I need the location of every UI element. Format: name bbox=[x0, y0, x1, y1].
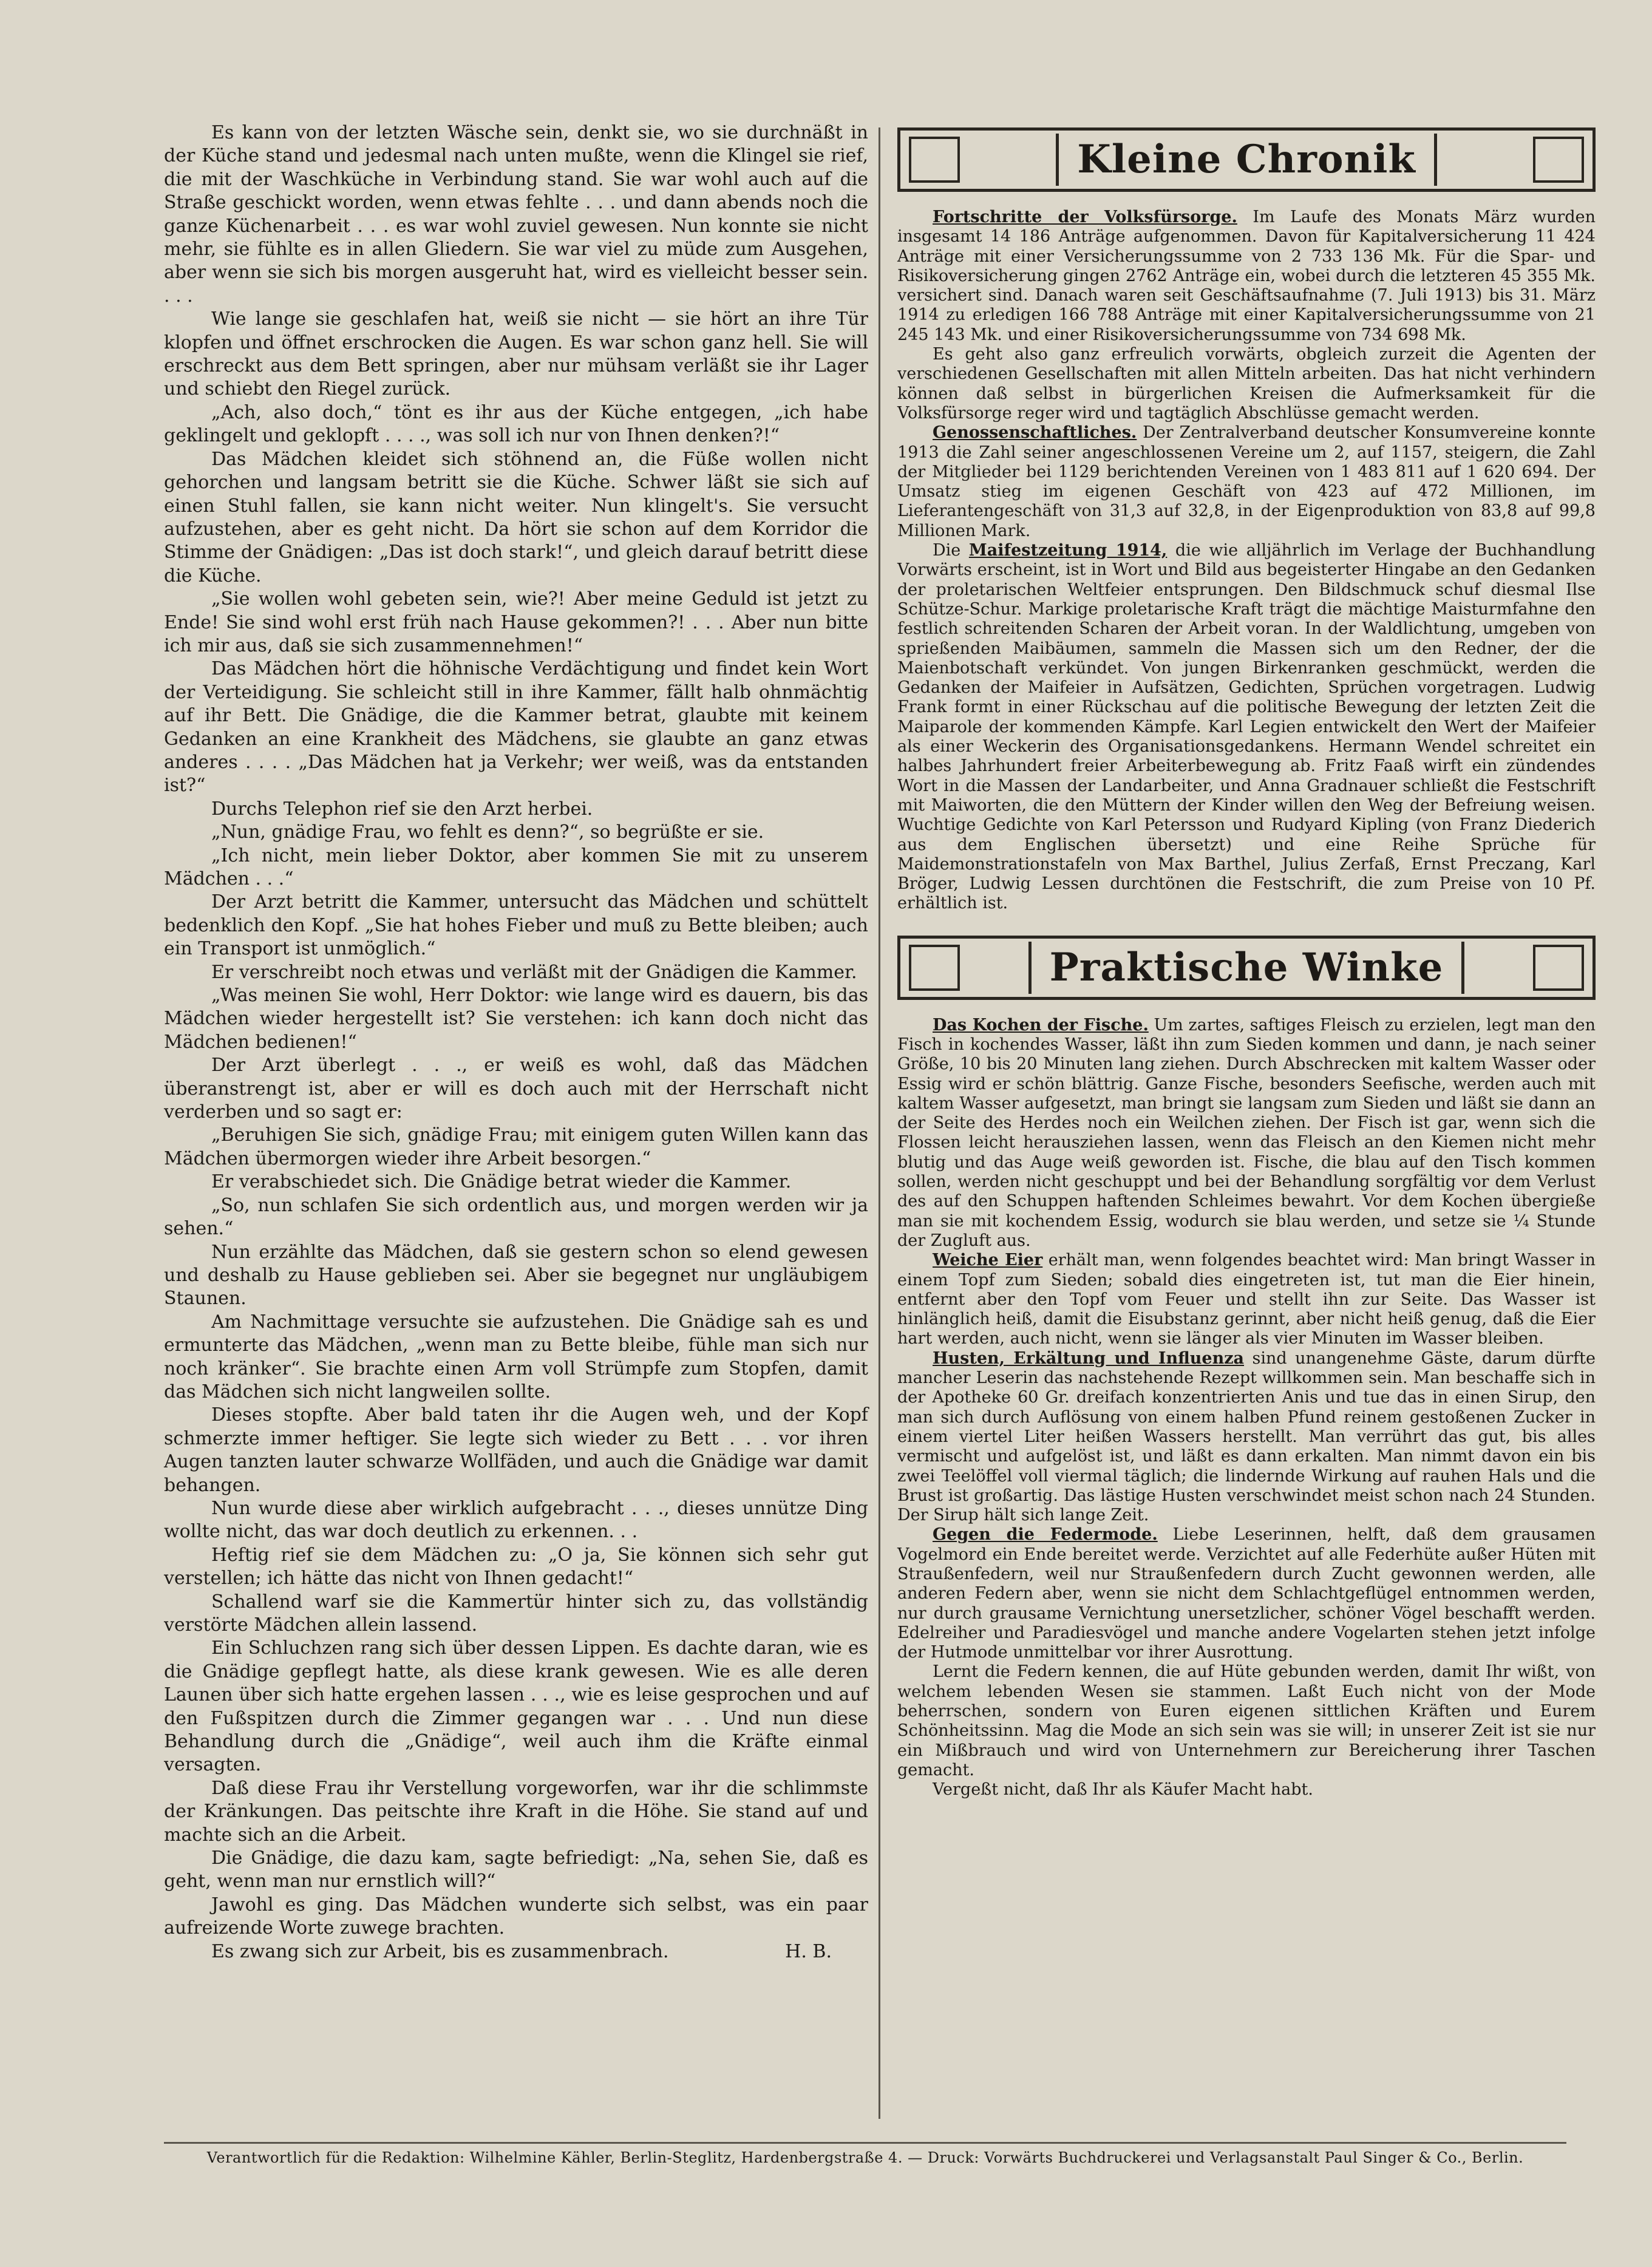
story-paragraph: „Nun, gnädige Frau, wo fehlt es denn?“, so begrüßte er sie. bbox=[211, 821, 764, 843]
news-item bbox=[897, 541, 1596, 914]
kleine-chronik-header bbox=[897, 127, 1596, 192]
story-paragraph: „Was meinen Sie wohl, Herr Doktor: wie lange wird es dauern, bis das Mädchen wieder hergestellt ist? Sie verstehen: ich kann doch nicht das Mädchen bedienen!“ bbox=[164, 985, 868, 1053]
story-paragraph: Das Mädchen kleidet sich stöhnend an, die Füße wollen nicht gehorchen und langsam betritt sie die Küche. Schwer läßt sie sich auf einen Stuhl fallen, sie kann nicht weiter. Nun klingelt's. Sie versucht aufzustehen, aber es geht nicht. Da hört sie schon auf dem Korridor die Stimme der Gnädigen: „Das ist doch stark!“, und gleich darauf betritt diese die Küche. bbox=[164, 448, 868, 586]
story-paragraph: Es zwang sich zur Arbeit, bis es zusammenbrach. H. B. bbox=[164, 1940, 868, 1963]
news-item bbox=[897, 1349, 1596, 1526]
news-item bbox=[897, 208, 1596, 345]
ornament-box-left bbox=[909, 945, 960, 991]
author-signature: H. B. bbox=[785, 1940, 832, 1962]
story-paragraph: Nun erzählte das Mädchen, daß sie gestern schon so elend gewesen und deshalb zu Hause geblieben sei. Aber sie begegnet nur ungläubigem Staunen. bbox=[164, 1241, 868, 1310]
story-text bbox=[164, 121, 868, 1963]
story-paragraph: „Beruhigen Sie sich, gnädige Frau; mit einigem guten Willen kann das Mädchen übermorgen wieder ihre Arbeit besorgen.“ bbox=[164, 1124, 868, 1169]
story-paragraph: Der Arzt überlegt . . ., er weiß es wohl, daß das Mädchen überanstrengt ist, aber er will es doch auch mit der Herrschaft nicht verderben und so sagt er: bbox=[164, 1055, 868, 1123]
story-paragraph: Heftig rief sie dem Mädchen zu: „O ja, Sie können sich sehr gut verstellen; ich hätte das nicht von Ihnen gedacht!“ bbox=[164, 1544, 868, 1589]
ornament-box-left bbox=[909, 137, 960, 183]
item-rubric: Weiche Eier bbox=[933, 1251, 1043, 1270]
news-item bbox=[897, 423, 1596, 541]
story-paragraph: Das Mädchen hört die höhnische Verdächtigung und findet kein Wort der Verteidigung. Sie schleicht still in ihre Kammer, fällt halb ohnmächtig auf ihr Bett. Die Gnädige, die die Kammer betrat, glaubte mit keinem Gedanken an eine Krankheit des Mädchens, sie glaubte an ganz etwas anderes . . . . „Das Mädchen hat ja Verkehr; wer weiß, was da entstanden ist?“ bbox=[164, 658, 868, 797]
story-paragraph: Am Nachmittage versuchte sie aufzustehen. Die Gnädige sah es und ermunterte das Mädchen, „wenn man zu Bette bleibe, fühle man sich nur noch kränker“. Sie brachte einen Arm voll Strümpfe zum Stopfen, damit das Mädchen sich nicht langweilen sollte. bbox=[164, 1311, 868, 1402]
story-paragraph: „Ich nicht, mein lieber Doktor, aber kommen Sie mit zu unserem Mädchen . . .“ bbox=[164, 845, 868, 889]
news-item bbox=[897, 1251, 1596, 1348]
praktische-winke-body bbox=[897, 1016, 1596, 1800]
story-paragraph: Nun wurde diese aber wirklich aufgebracht . . ., dieses unnütze Ding wollte nicht, das war doch deutlich zu erkennen. . . bbox=[164, 1497, 868, 1543]
item-text: Der Zentralverband deutscher Konsumvereine konnte 1913 die Zahl seiner angeschlossenen Vereine um 2, auf 1157, steigern, die Zahl der Mitglieder bei 1129 berichtenden Vereinen von 1 483 811 auf 1 620 694. Der Umsatz stieg im eigenen Geschäft von 423 auf 472 Millionen, im Lieferantengeschäft von 31,3 auf 32,8, in der Eigenproduktion von 83,8 auf 99,8 Millionen Mark. bbox=[897, 423, 1596, 540]
kleine-chronik-title: Kleine Chronik bbox=[1056, 134, 1437, 186]
story-paragraph: Jawohl es ging. Das Mädchen wunderte sich selbst, was ein paar aufreizende Worte zuwege brachten. bbox=[164, 1894, 868, 1939]
imprint-footer: Verantwortlich für die Redaktion: Wilhelmine Kähler, Berlin-Steglitz, Hardenbergstraße 4. — Druck: Vorwärts Buchdruckerei und Verlagsanstalt Paul Singer & Co., Berlin. bbox=[206, 2149, 1524, 2166]
kleine-chronik-body bbox=[897, 208, 1596, 914]
story-paragraph: Es kann von der letzten Wäsche sein, denkt sie, wo sie durchnäßt in der Küche stand und jedesmal nach unten mußte, wenn die Klingel sie rief, die mit der Waschküche in Verbindung stand. Sie war wohl auch auf die Straße geschickt worden, wenn etwas fehlte . . . und dann abends noch die ganze Küchenarbeit . . . es war wohl zuviel gewesen. Nun konnte sie nicht mehr, sie fühlte es in allen Gliedern. Sie war viel zu müde zum Ausgehen, aber wenn sie sich bis morgen ausgeruht hat, wird es vielleicht besser sein. . . . bbox=[164, 122, 868, 307]
story-paragraph: Er verschreibt noch etwas und verläßt mit der Gnädigen die Kammer. bbox=[211, 961, 857, 983]
story-paragraph: Wie lange sie geschlafen hat, weiß sie nicht — sie hört an ihre Tür klopfen und öffnet erschrocken die Augen. Es war schon ganz hell. Sie will erschreckt aus dem Bett springen, aber nur mühsam verläßt sie ihr Lager und schiebt den Riegel zurück. bbox=[164, 308, 868, 400]
item-rubric: Husten, Erkältung und Influenza bbox=[933, 1348, 1245, 1368]
item-text: Die bbox=[933, 541, 969, 560]
praktische-winke-header bbox=[897, 936, 1596, 1000]
item-text: Um zartes, saftiges Fleisch zu erzielen, legt man den Fisch in kochendes Wasser, läßt ihn zum Sieden kommen und dann, je nach seiner Größe, 10 bis 20 Minuten lang ziehen. Durch Abschrecken mit kaltem Wasser oder Essig wird er schön blättrig. Ganze Fische, besonders Seefische, werden auch mit kaltem Wasser aufgesetzt, man bringt sie langsam zum Sieden und läßt sie dann an der Seite des Herdes noch ein Weilchen ziehen. Der Fisch ist gar, wenn sich die Flossen leicht herausziehen lassen, wenn das Fleisch an den Kiemen nicht mehr blutig und das Auge weiß geworden ist. Fische, die blau auf den Tisch kommen sollen, werden nicht geschuppt und bei der Behandlung sorgfältig vor dem Verlust des auf den Schuppen haftenden Schleimes bewahrt. Vor dem Kochen übergieße man sie mit kochendem Essig, wodurch sie blau werden, und setze sie ¼ Stunde der Zugluft aus. bbox=[897, 1015, 1596, 1250]
news-item bbox=[897, 1780, 1596, 1800]
story-paragraph: „Ach, also doch,“ tönt es ihr aus der Küche entgegen, „ich habe geklingelt und geklopft . . . ., was soll ich nur von Ihnen denken?!“ bbox=[164, 401, 868, 447]
item-text: Vergeßt nicht, daß Ihr als Käufer Macht habt. bbox=[933, 1780, 1313, 1800]
item-text: sind unangenehme Gäste, darum dürfte mancher Leserin das nachstehende Rezept willkommen sein. Man beschaffe sich in der Apotheke 60 Gr. dreifach konzentrierten Anis und tue das in einen Sirup, den man sich durch Auflösung von einem halben Pfund reinem gestoßenen Zucker in einem viertel Liter heißen Wassers herstellt. Man verrührt das gut, bis alles vermischt und aufgelöst ist, und läßt es dann erkalten. Man nimmt davon ein bis zwei Teelöffel voll viermal täglich; die lindernde Wirkung auf rauhen Hals und die Brust ist großartig. Das lästige Husten verschwindet meist schon nach 24 Stunden. Der Sirup hält sich lange Zeit. bbox=[897, 1348, 1596, 1525]
story-paragraph: Dieses stopfte. Aber bald taten ihr die Augen weh, und der Kopf schmerzte immer heftiger. Sie legte sich wieder zu Bett . . . vor ihren Augen tanzten lauter schwarze Wollfäden, und auch die Gnädige war damit behangen. bbox=[164, 1404, 868, 1496]
news-item bbox=[897, 1525, 1596, 1662]
item-rubric: Fortschritte der Volksfürsorge. bbox=[933, 208, 1237, 226]
praktische-winke-title: Praktische Winke bbox=[1028, 942, 1465, 994]
story-paragraph: Die Gnädige, die dazu kam, sagte befriedigt: „Na, sehen Sie, daß es geht, wenn man nur ernstlich will?“ bbox=[164, 1847, 868, 1892]
news-item bbox=[897, 1016, 1596, 1251]
news-item bbox=[897, 345, 1596, 423]
ornament-box-right bbox=[1533, 137, 1584, 183]
story-paragraph: Ein Schluchzen rang sich über dessen Lippen. Es dachte daran, wie es die Gnädige gepflegt hatte, als diese krank gewesen. Wie es alle deren Launen über sich hatte ergehen lassen . . ., wie es leise gesprochen und auf den Fußspitzen durch die Zimmer gegangen war . . . Und nun diese Behandlung durch die „Gnädige“, weil auch ihm die Kräfte einmal versagten. bbox=[164, 1637, 868, 1776]
news-item bbox=[897, 1662, 1596, 1780]
footer-rule bbox=[164, 2142, 1566, 2144]
story-column bbox=[164, 121, 868, 1963]
column-divider bbox=[879, 127, 880, 2119]
item-rubric: Gegen die Federmode. bbox=[933, 1525, 1158, 1545]
item-rubric: Genossenschaftliches. bbox=[933, 423, 1137, 443]
story-paragraph: Schallend warf sie die Kammertür hinter sich zu, das vollständig verstörte Mädchen allein lassend. bbox=[164, 1591, 868, 1636]
sidebar-column bbox=[897, 127, 1596, 1800]
item-text: Liebe Leserinnen, helft, daß dem grausamen Vogelmord ein Ende bereitet werde. Verzichtet auf alle Federhüte außer Hüten mit Straußenfedern, weil nur Straußenfedern durch Zucht gewonnen werden, alle anderen Federn aber, wenn sie nicht dem Schlachtgeflügel entnommen werden, nur durch grausame Vernichtung unersetzlicher, schöner Vögel beschafft werden. Edelreiher und Paradiesvögel und manche andere Vogelarten stehen jetzt infolge der Hutmode unmittelbar vor ihrer Ausrottung. bbox=[897, 1525, 1596, 1662]
item-text: Im Laufe des Monats März wurden insgesamt 14 186 Anträge aufgenommen. Davon für Kapitalversicherung 11 424 Anträge mit einer Versicherungssumme von 2 733 136 Mk. Für die Spar- und Risikoversicherung gingen 2762 Anträge ein, wobei durch die letzteren 45 355 Mk. versichert sind. Danach waren seit Geschäftsaufnahme (7. Juli 1913) bis 31. März 1914 zu erledigen 166 788 Anträge mit einer Kapitalversicherungssumme von 21 245 143 Mk. und einer Risikoversicherungssumme von 734 698 Mk. bbox=[897, 208, 1596, 344]
ornament-box-right bbox=[1533, 945, 1584, 991]
story-paragraph: „Sie wollen wohl gebeten sein, wie?! Aber meine Geduld ist jetzt zu Ende! Sie sind wohl erst früh nach Hause gekommen?! . . . Aber nun bitte ich mir aus, daß sie sich zusammennehmen!“ bbox=[164, 588, 868, 656]
story-paragraph: Durchs Telephon rief sie den Arzt herbei. bbox=[211, 798, 593, 820]
story-paragraph: Er verabschiedet sich. Die Gnädige betrat wieder die Kammer. bbox=[211, 1171, 792, 1193]
item-text: erhält man, wenn folgendes beachtet wird: Man bringt Wasser in einem Topf zum Sieden; sobald dies eingetreten ist, tut man die Eier hinein, entfernt aber den Topf vom Feuer und stellt ihn zur Seite. Das Wasser ist hinlänglich heiß, damit die Eisubstanz gerinnt, aber nicht heiß genug, daß die Eier hart werden, auch nicht, wenn sie länger als vier Minuten im Wasser bleiben. bbox=[897, 1251, 1596, 1348]
item-rubric: Maifestzeitung 1914, bbox=[968, 541, 1168, 560]
item-text: die wie alljährlich im Verlage der Buchhandlung Vorwärts erscheint, ist in Wort und Bild aus begeisterter Hingabe an den Gedanken der proletarischen Weltfeier entsprungen. Den Bildschmuck schuf diesmal Ilse Schütze-Schur. Markige proletarische Kraft trägt die mächtige Maisturmfahne den festlich schreitenden Scharen der Arbeit voran. In der Waldlichtung, umgeben von sprießenden Maibäumen, sammeln die Massen sich um den Redner, der die Maienbotschaft verkündet. Von jungen Birkenranken geschmückt, werden die Gedanken der Maifeier in Aufsätzen, Gedichten, Sprüchen vorgetragen. Ludwig Frank formt in einer Rückschau auf die politische Bewegung der letzten Zeit die Maiparole der kommenden Kämpfe. Karl Legien entwickelt den Wert der Maifeier als einer Weckerin des Organisationsgedankens. Hermann Wendel schreitet ein halbes Jahrhundert freier Arbeiterbewegung ab. Fritz Faaß wirft ein zündendes Wort in die Massen der Landarbeiter, und Anna Gradnauer schließt die Festschrift mit Maiworten, die den Müttern der Kinder willen den Weg der Befreiung weisen. Wuchtige Gedichte von Karl Petersson und Rudyard Kipling (von Franz Diederich aus dem Englischen übersetzt) und eine Reihe Sprüche für Maidemonstrationstafeln von Max Barthel, Julius Zerfaß, Ernst Preczang, Karl Bröger, Ludwig Lessen durchtönen die Festschrift, die zum Preise von 10 Pf. erhältlich ist. bbox=[897, 541, 1596, 913]
story-paragraph: Daß diese Frau ihr Verstellung vorgeworfen, war ihr die schlimmste der Kränkungen. Das peitschte ihre Kraft in die Höhe. Sie stand auf und machte sich an die Arbeit. bbox=[164, 1777, 868, 1846]
item-rubric: Das Kochen der Fische. bbox=[933, 1015, 1149, 1035]
story-paragraph: Der Arzt betritt die Kammer, untersucht das Mädchen und schüttelt bedenklich den Kopf. „Sie hat hohes Fieber und muß zu Bette bleiben; auch ein Transport ist unmöglich.“ bbox=[164, 891, 868, 960]
item-text: Lernt die Federn kennen, die auf Hüte gebunden werden, damit Ihr wißt, von welchem lebenden Wesen sie stammen. Laßt Euch nicht von der Mode beherrschen, sondern von Euren eigenen sittlichen Kräften und Eurem Schönheitssinn. Mag die Mode an sich sein was sie will; in unserer Zeit ist sie nur ein Mißbrauch und wird von Unternehmern zur Bereicherung ihrer Taschen gemacht. bbox=[897, 1662, 1596, 1779]
item-text: Es geht also ganz erfreulich vorwärts, obgleich zurzeit die Agenten der verschiedenen Gesellschaften mit allen Mitteln arbeiten. Das hat nicht verhindern können daß selbst in bürgerlichen Kreisen die Aufmerksamkeit für die Volksfürsorge reger wird und tagtäglich Abschlüsse gemacht werden. bbox=[897, 345, 1596, 423]
story-paragraph: „So, nun schlafen Sie sich ordentlich aus, und morgen werden wir ja sehen.“ bbox=[164, 1194, 868, 1240]
